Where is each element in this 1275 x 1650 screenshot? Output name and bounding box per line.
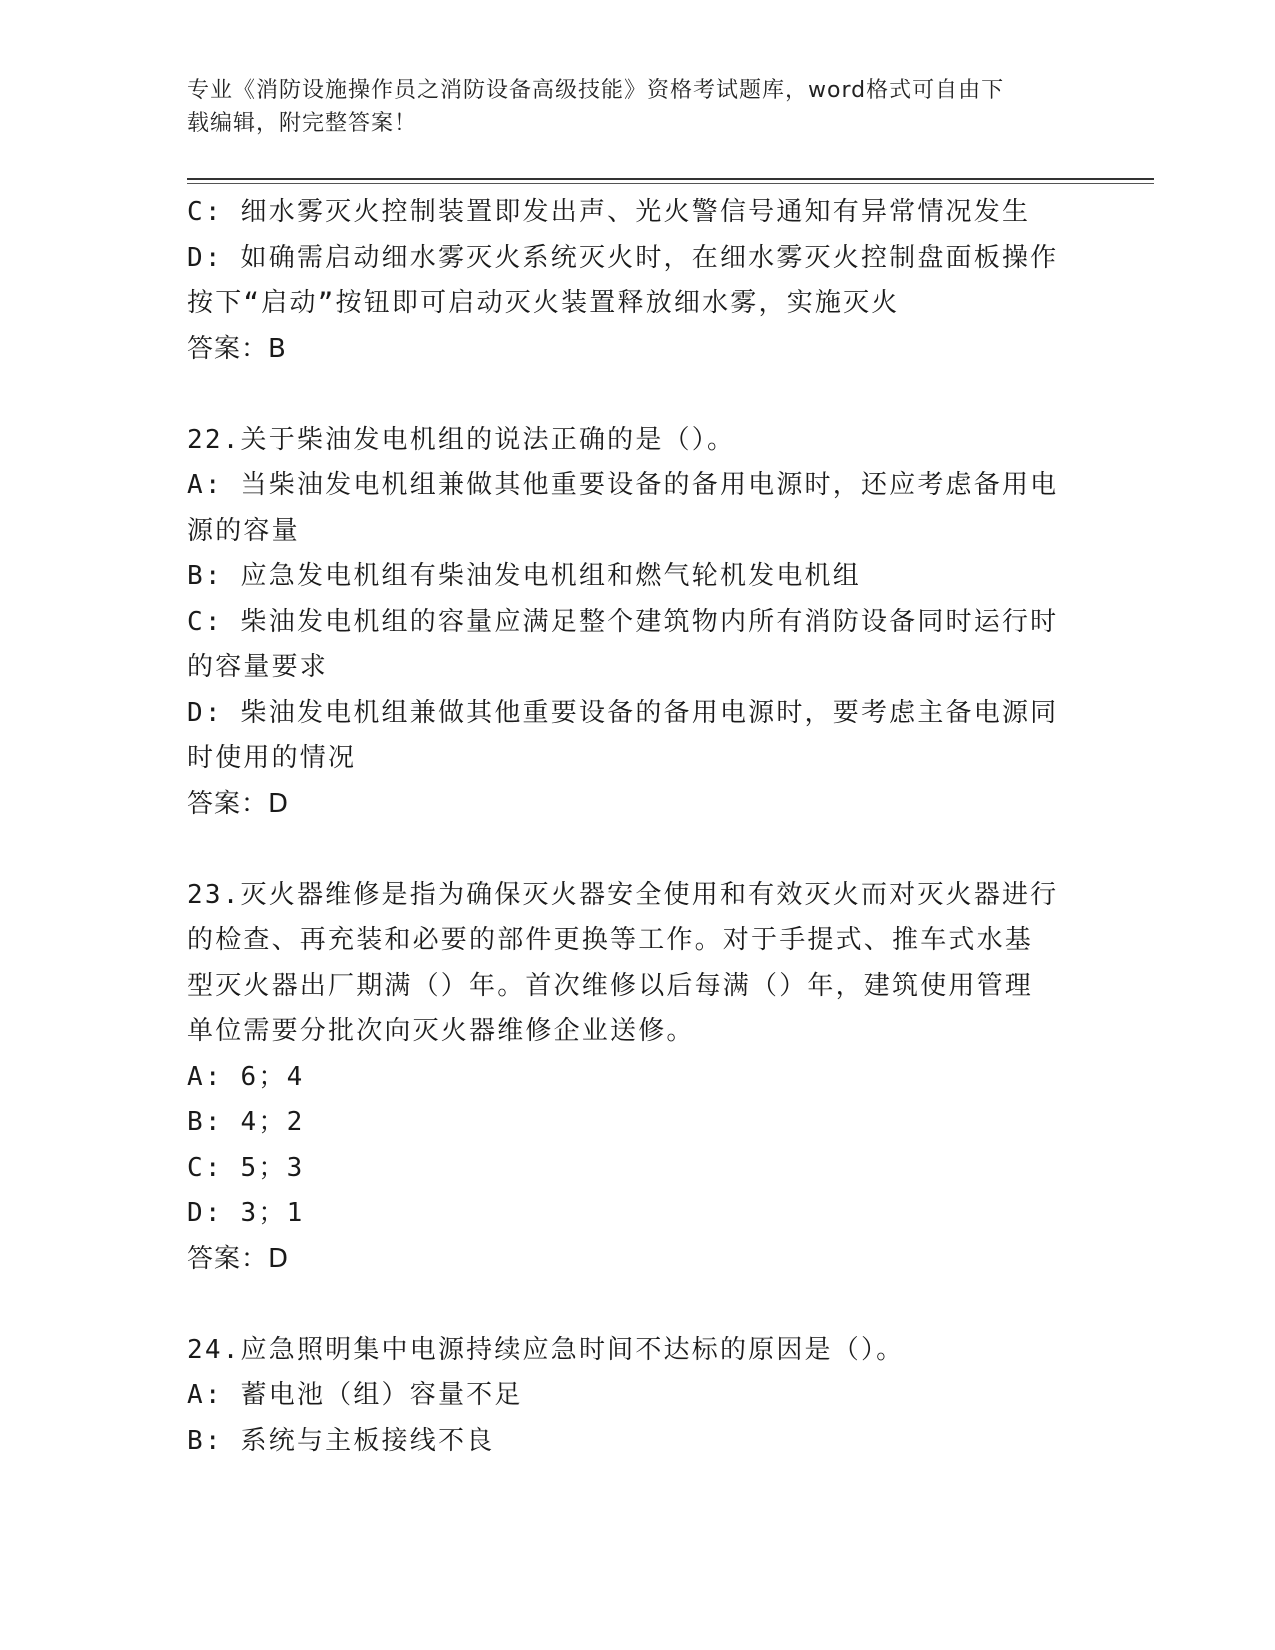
q22-option-a-line-1: A: 当柴油发电机组兼做其他重要设备的备用电源时，还应考虑备用电: [187, 470, 1059, 500]
q23-option-b: B: 4；2: [187, 1107, 305, 1137]
q22-option-d-line-1: D: 柴油发电机组兼做其他重要设备的备用电源时，要考虑主备电源同: [187, 697, 1059, 728]
question-24: [187, 1328, 1087, 1465]
q24-stem: 24.应急照明集中电源持续应急时间不达标的原因是（）。: [187, 1334, 905, 1365]
q23-stem-line-1: 23.灭火器维修是指为确保灭火器安全使用和有效灭火而对灭火器进行: [187, 879, 1059, 910]
question-23: [187, 873, 1087, 1283]
header-line-2: 载编辑，附完整答案！: [187, 111, 418, 136]
spacer: [187, 827, 1087, 873]
q22-answer: 答案：D: [187, 788, 290, 819]
q23-option-a: A: 6；4: [187, 1061, 305, 1092]
header-line-1: 专业《消防设施操作员之消防设备高级技能》资格考试题库，word格式可自由下: [187, 78, 1005, 103]
q24-option-a: A: 蓄电池（组）容量不足: [187, 1380, 523, 1410]
q22-option-d-line-2: 时使用的情况: [187, 743, 357, 773]
page-header: [187, 74, 1087, 140]
q22-stem: 22.关于柴油发电机组的说法正确的是（）。: [187, 424, 736, 455]
question-content: [187, 190, 1087, 1464]
header-divider-thin: [187, 183, 1154, 184]
q23-option-d: D: 3；1: [187, 1198, 305, 1228]
spacer: [187, 1282, 1087, 1328]
q23-stem-line-2: 的检查、再充装和必要的部件更换等工作。对于手提式、推车式水基: [187, 925, 1034, 955]
q21-option-d-line-1: D: 如确需启动细水雾灭火系统灭火时，在细水雾灭火控制盘面板操作: [187, 242, 1059, 273]
q22-option-a-line-2: 源的容量: [187, 515, 300, 546]
q21-option-c: C: 细水雾灭火控制装置即发出声、光火警信号通知有异常情况发生: [187, 197, 1031, 227]
q21-answer: 答案：B: [187, 333, 287, 364]
q23-stem-line-4: 单位需要分批次向灭火器维修企业送修。: [187, 1016, 695, 1046]
q23-option-c: C: 5；3: [187, 1152, 305, 1183]
q22-option-c-line-1: C: 柴油发电机组的容量应满足整个建筑物内所有消防设备同时运行时: [187, 606, 1059, 637]
spacer: [187, 372, 1087, 418]
q23-answer: 答案：D: [187, 1243, 290, 1274]
question-21: [187, 190, 1087, 372]
q22-option-b: B: 应急发电机组有柴油发电机组和燃气轮机发电机组: [187, 561, 861, 591]
q24-option-b: B: 系统与主板接线不良: [187, 1425, 495, 1456]
q22-option-c-line-2: 的容量要求: [187, 652, 329, 682]
question-22: [187, 418, 1087, 828]
q21-option-d-line-2: 按下“启动”按钮即可启动灭火装置释放细水雾，实施灭火: [187, 288, 900, 318]
q23-stem-line-3: 型灭火器出厂期满（）年。首次维修以后每满（）年，建筑使用管理: [187, 970, 1034, 1001]
header-divider-thick: [187, 178, 1154, 180]
